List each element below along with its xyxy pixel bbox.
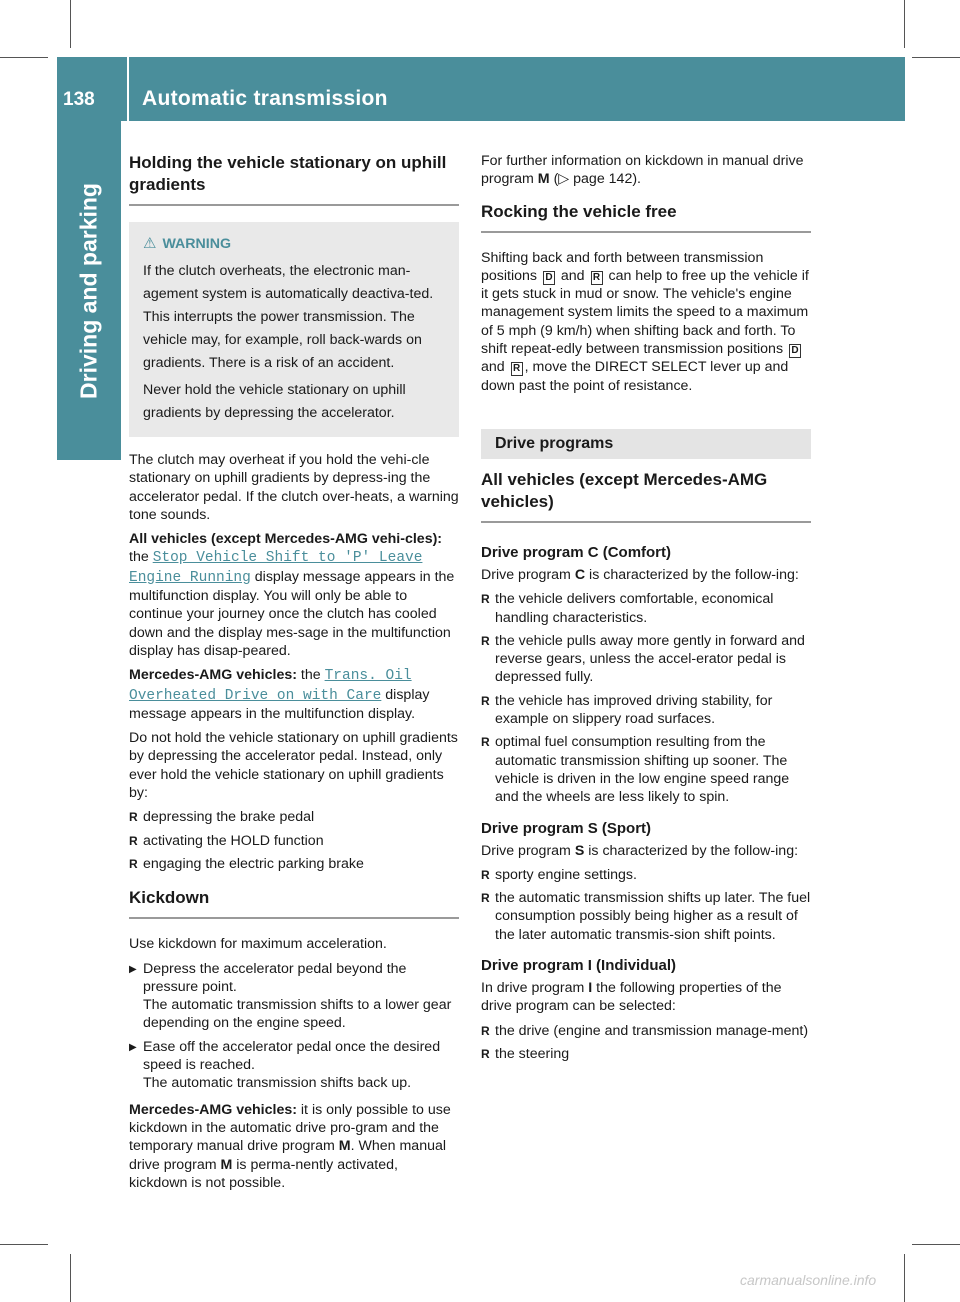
heading-holding: Holding the vehicle stationary on uphill gradients	[129, 153, 447, 194]
inline-text: Drive program	[481, 842, 571, 859]
warning-triangle-icon: ⚠	[143, 235, 157, 252]
crop-mark	[70, 1254, 71, 1302]
crop-mark	[912, 1244, 960, 1245]
list-item: R the automatic transmission shifts up later. The fuel consumption possibly being higher as a result of the later automatic transmis-sion shift points.	[481, 889, 811, 944]
paragraph-rocking	[481, 249, 811, 395]
inline-text: Drive program	[481, 566, 571, 583]
right-column	[481, 152, 811, 1071]
inline-text: is characterized by the follow-ing:	[588, 842, 799, 859]
list-item: R the vehicle has improved driving stability, for example on slippery road surfaces.	[481, 692, 811, 729]
program-letter: C	[574, 566, 586, 583]
inline-text: is characterized by the follow-ing:	[589, 566, 799, 583]
paragraph: Do not hold the vehicle stationary on uphill gradients by depressing the accelerator pedal. Instead, only ever hold the vehicle stationary on uphill gradients by:	[129, 730, 458, 802]
inline-text: In drive program	[481, 980, 585, 997]
inline-text: the	[129, 549, 149, 566]
paragraph-amg-kickdown	[129, 1101, 459, 1192]
inline-text: . When manual drive program	[129, 1138, 447, 1173]
warning-box	[129, 222, 459, 437]
gear-d-icon: D	[789, 344, 801, 358]
inline-text: the following properties of the drive program can be selected:	[481, 980, 782, 1015]
crop-mark	[904, 1254, 905, 1302]
heading-program-s: Drive program S (Sport)	[481, 819, 652, 837]
crop-mark	[0, 57, 48, 58]
gear-d-icon: D	[543, 271, 555, 285]
page-header	[57, 57, 905, 121]
paragraph-amg	[129, 666, 459, 723]
paragraph-program-c	[481, 566, 811, 584]
step-result: The automatic transmission shifts back up.	[143, 1075, 412, 1092]
inline-text: it is only possible to use kickdown in the automatic drive pro-gram and the temporary manual drive program	[129, 1101, 451, 1155]
inline-text: Shifting back and forth between transmission positions	[481, 249, 764, 284]
label-amg: Mercedes-AMG vehicles:	[129, 667, 297, 684]
left-column	[129, 152, 459, 1198]
step-result: The automatic transmission shifts to a lower gear depending on the engine speed.	[143, 997, 452, 1032]
step-text: Depress the accelerator pedal beyond the pressure point.	[143, 960, 407, 995]
step-item	[129, 1038, 459, 1093]
warning-text: If the clutch overheats, the electronic man-agement system is automatically deactiva-ted. This interrupts the power transmission. The vehicle may, for example, roll back-wards on gradients. There is a risk of an accident.	[143, 263, 434, 371]
bullet-list	[481, 1022, 811, 1064]
paragraph-program-i	[481, 979, 811, 1016]
header-divider	[127, 57, 129, 121]
list-item: R sporty engine settings.	[481, 866, 811, 884]
crop-mark	[70, 0, 71, 48]
inline-text: , move the DIRECT SELECT lever up and down past the point of resistance.	[481, 359, 789, 394]
inline-text: is perma-nently activated, kickdown is not possible.	[129, 1156, 398, 1191]
program-letter: M	[537, 171, 550, 188]
heading-all-vehicles: All vehicles (except Mercedes-AMG vehicles)	[481, 469, 768, 511]
paragraph: Use kickdown for maximum acceleration.	[129, 936, 387, 953]
list-item: R the steering	[481, 1045, 811, 1063]
program-letter: S	[574, 842, 585, 859]
inline-text: display message appears in the multifunction display. You will only be able to continue your journey once the clutch has cooled down and the display mes-sage in the multifunction display has disap-peared.	[129, 568, 455, 659]
paragraph-all-vehicles	[129, 530, 459, 660]
paragraph: The clutch may overheat if you hold the vehi-cle stationary on uphill gradients by depress-ing the accelerator pedal. If the clutch over-heats, a warning tone sounds.	[129, 452, 459, 523]
list-item: R optimal fuel consumption resulting from the automatic transmission shifting up sooner. The vehicle is driven in the low engine speed range and the wheels are less likely to spin.	[481, 733, 811, 806]
heading-program-c: Drive program C (Comfort)	[481, 543, 672, 561]
program-letter: M	[338, 1138, 351, 1155]
heading-rule	[129, 917, 459, 919]
inline-text: can help to free up the vehicle if it gets stuck in mud or snow. The vehicle's engine management system limits the speed to a maximum of 5 mph (9 km/h) when shifting back and forth. To shift repeat-edly between transmission positions	[481, 267, 809, 358]
bullet-list	[481, 866, 811, 944]
inline-text: and	[560, 267, 585, 284]
section-heading-drive-programs: Drive programs	[481, 429, 811, 459]
warning-title-text: WARNING	[162, 236, 232, 252]
page-reference-link[interactable]: (▷ page 142).	[553, 171, 641, 188]
list-item: R activating the HOLD function	[129, 832, 459, 850]
step-list	[129, 960, 459, 1093]
page-number: 138	[63, 89, 95, 110]
list-item: R the vehicle pulls away more gently in forward and reverse gears, unless the accel-erator pedal is depressed fully.	[481, 632, 811, 687]
display-message: Trans. Oil Overheated Drive on with Care	[129, 668, 412, 704]
warning-title	[143, 232, 449, 256]
list-item: R engaging the electric parking brake	[129, 855, 459, 873]
heading-rule	[481, 231, 811, 233]
paragraph-program-s	[481, 842, 811, 860]
heading-rule	[481, 521, 811, 523]
inline-text: For further information on kickdown in manual drive program	[481, 153, 804, 188]
crop-mark	[0, 1244, 48, 1245]
label-amg: Mercedes-AMG vehicles:	[129, 1101, 297, 1118]
heading-rocking: Rocking the vehicle free	[481, 201, 677, 221]
heading-program-i: Drive program I (Individual)	[481, 957, 677, 975]
label-all-vehicles: All vehicles (except Mercedes-AMG vehi-cles):	[129, 531, 443, 548]
list-item: R the vehicle delivers comfortable, economical handling characteristics.	[481, 590, 811, 627]
inline-text: display message appears in the multifunction display.	[129, 686, 430, 722]
warning-instruction: Never hold the vehicle stationary on uphill gradients by depressing the accelerator.	[143, 382, 406, 421]
inline-text: and	[481, 359, 505, 376]
heading-rule	[129, 204, 459, 206]
bullet-list	[481, 590, 811, 806]
heading-kickdown: Kickdown	[129, 888, 210, 908]
chapter-label: Driving and parking	[75, 182, 102, 399]
crop-mark	[904, 0, 905, 48]
list-item: R depressing the brake pedal	[129, 808, 459, 826]
program-letter: I	[588, 980, 593, 997]
step-text: Ease off the accelerator pedal once the desired speed is reached.	[143, 1038, 441, 1074]
inline-text: the	[300, 667, 321, 684]
crop-mark	[912, 57, 960, 58]
paragraph-further	[481, 152, 811, 189]
page-title: Automatic transmission	[142, 87, 388, 110]
gear-r-icon: R	[511, 362, 523, 376]
step-item	[129, 960, 459, 1033]
watermark: carmanualsonline.info	[740, 1272, 877, 1288]
program-letter: M	[220, 1156, 233, 1173]
gear-r-icon: R	[591, 271, 603, 285]
list-item: R the drive (engine and transmission manage-ment)	[481, 1022, 811, 1040]
bullet-list	[129, 808, 459, 873]
chapter-tab	[57, 121, 121, 460]
display-message: Stop Vehicle Shift to 'P' Leave Engine Running	[129, 550, 423, 586]
